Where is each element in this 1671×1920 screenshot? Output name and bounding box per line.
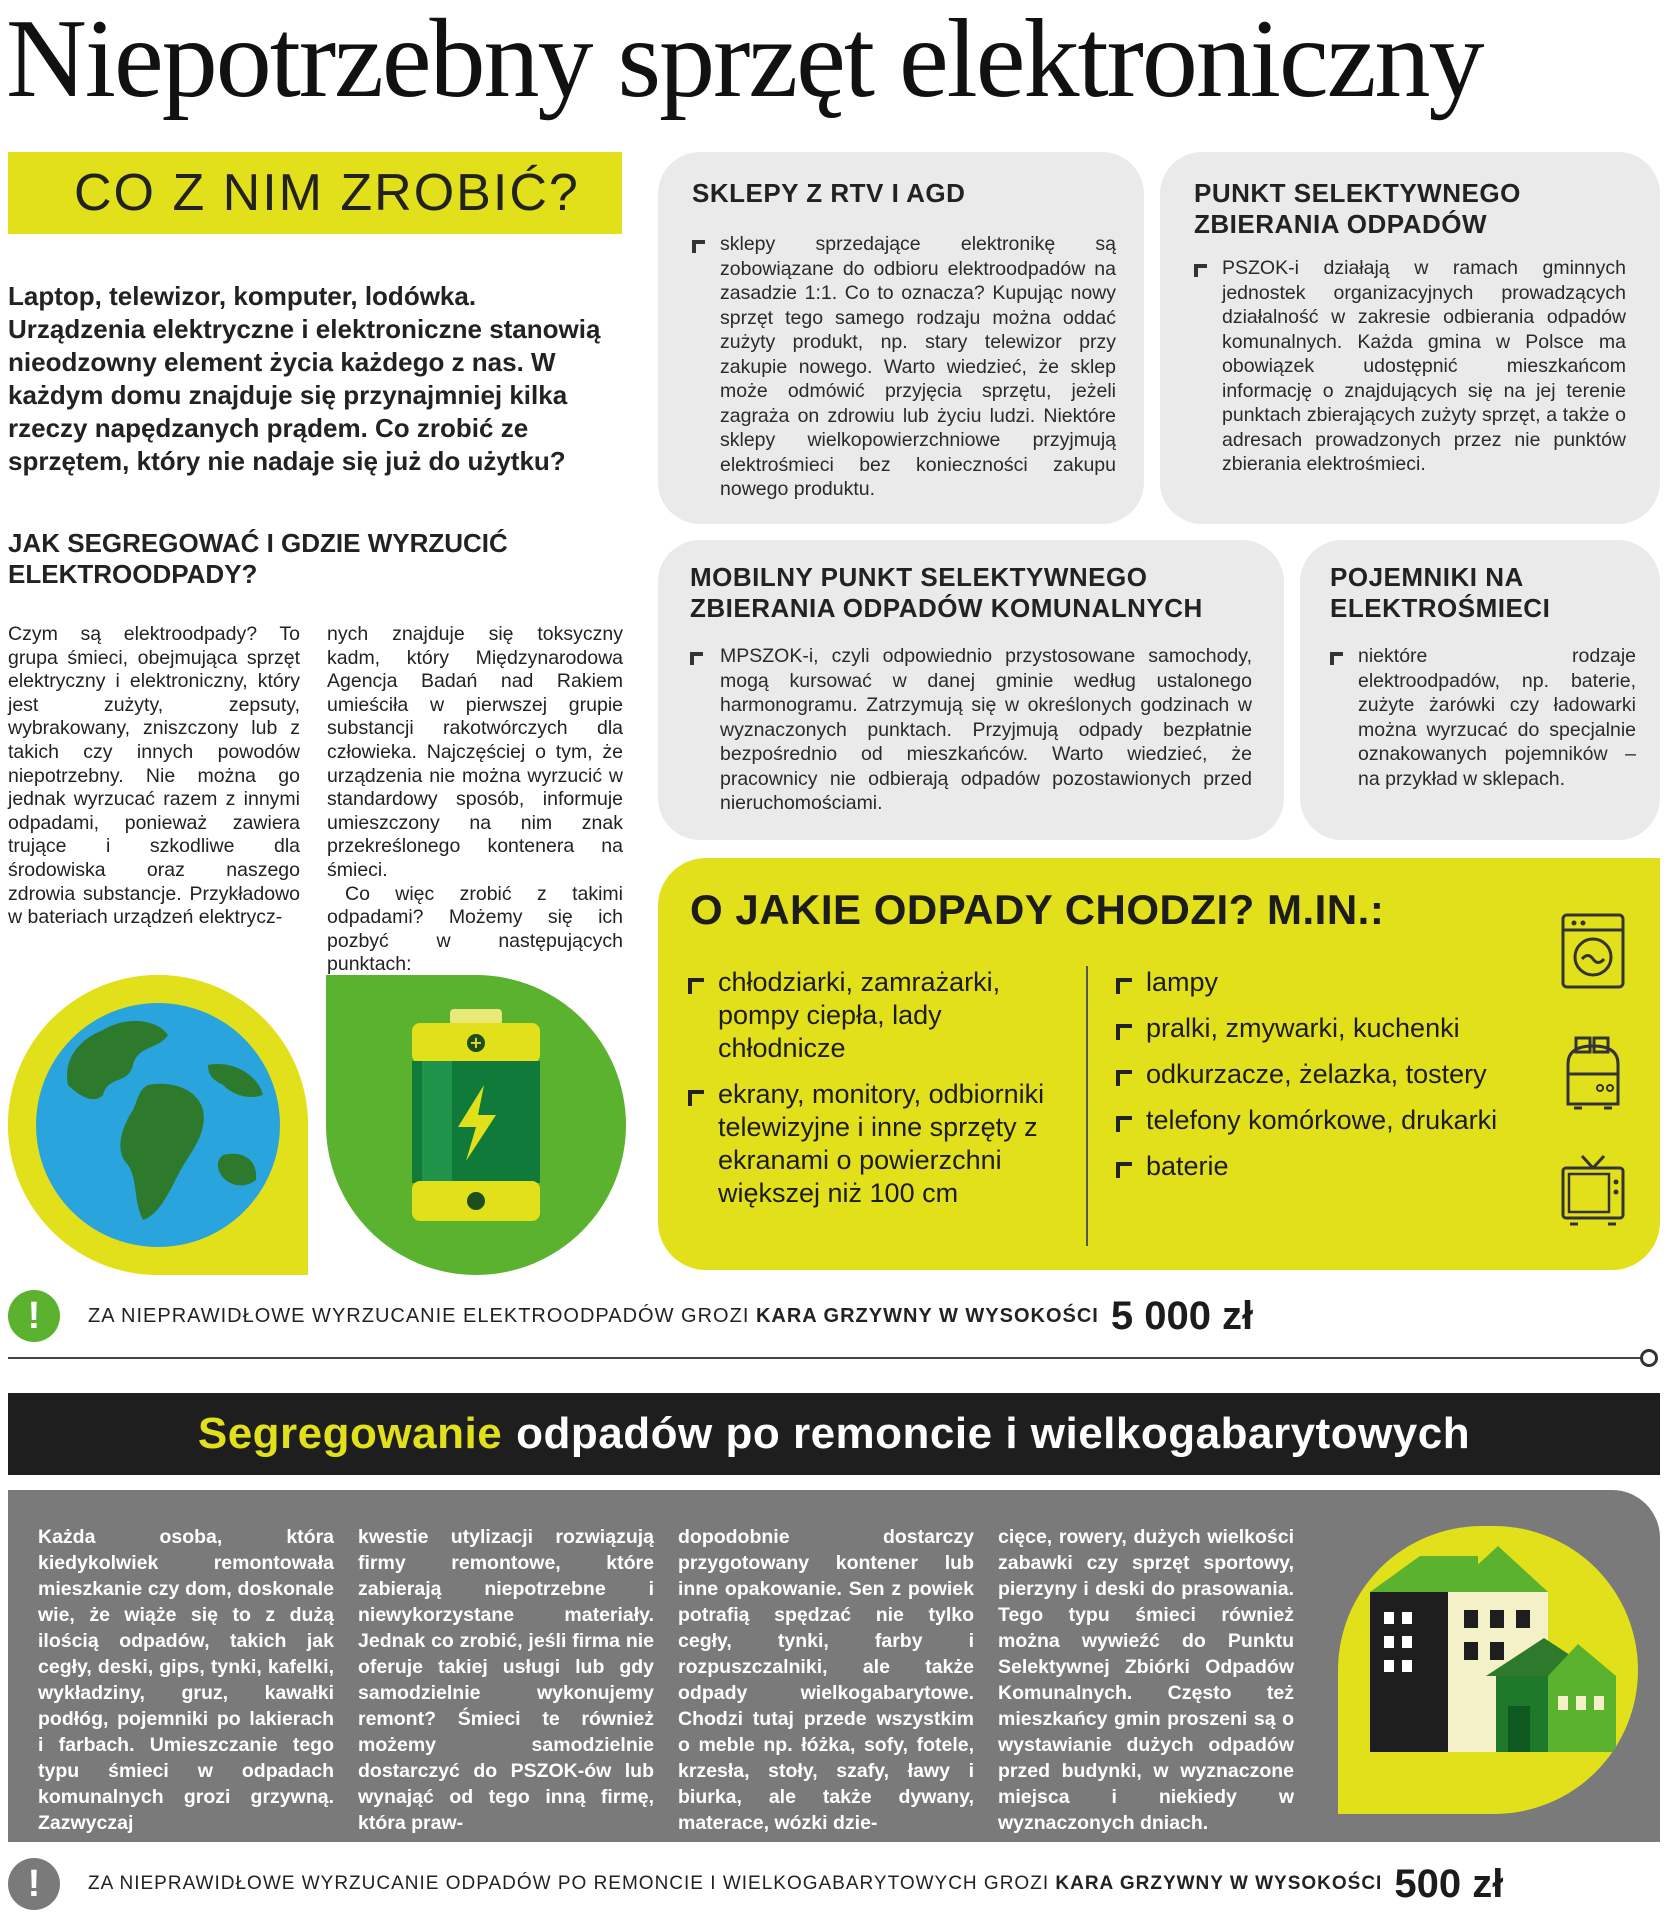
warning-main: ZA NIEPRAWIDŁOWE WYRZUCANIE ODPADÓW PO REMONCIE I WIELKOGABARYTOWYCH GROZI (88, 1873, 1050, 1894)
page-title: Niepotrzebny sprzęt elektroniczny (6, 0, 1483, 121)
waste-list-right (1116, 966, 1516, 1196)
bullet-icon (690, 652, 703, 665)
section2-title (8, 1393, 1660, 1475)
intro-text: Laptop, telewizor, komputer, lodówka. Urządzenia elektryczne i elektroniczne stanowią nieodzowny element życia każdego z nas. W każdym domu znajduje się przynajmniej kilka rzeczy napędzanych prądem. Co zrobić ze sprzętem, który nie nadaje się już do użytku? (8, 281, 601, 476)
card-rtv-agd (658, 152, 1144, 524)
battery-icon (326, 975, 626, 1275)
title-rest: odpadów po remoncie i wielkogabarytowych (516, 1409, 1471, 1458)
card-text: sklepy sprzedające elektronikę są zobowiązane do odbioru elektroodpadów na zasadzie 1:1. Co to oznacza? Kupując nowy sprzęt tego samego rodzaju można oddać zużyty produkt, np. stary telewizor przy zakupie nowego. Warto wiedzieć, że sklep może odmówić przyjęcia sprzętu, jeżeli zagraża on zdrowiu lub życiu ludzi. Niektóre sklepy wielkopowierzchniowe przyjmują elektrośmieci bez konieczności zakupu nowego produktu. (720, 233, 1116, 500)
text-column: kwestie utylizacji rozwiązują firmy remontowe, które zabierają niepotrzebne i niewykorzystane materiały. Jednak co zrobić, jeśli firma nie oferuje takiej usługi lub gdy samodzielnie wykonujemy remont? Śmieci te również możemy samodzielnie dostarczyć do PSZOK-ów lub wynająć od tego inną firmę, która praw- (358, 1526, 654, 1834)
card-pojemniki (1300, 540, 1660, 840)
subheading: JAK SEGREGOWAĆ I GDZIE WYRZUCIĆ ELEKTROODPADY? (8, 528, 508, 589)
card-title: PUNKT SELEKTYWNEGO ZBIERANIA ODPADÓW (1194, 178, 1521, 239)
warning-main: ZA NIEPRAWIDŁOWE WYRZUCANIE ELEKTROODPADÓW GROZI (88, 1304, 750, 1327)
card-text: PSZOK-i działają w ramach gminnych jednostek organizacyjnych prowadzących działalność w zakresie odbierania odpadów komunalnych. Każda gmina w Polsce ma obowiązek udostępnić mieszkańcom informację o znajdujących się na jej terenie punktach zbierających zużyty sprzęt, a także o adresach prowadzonych przez nie punktów zbierania elektrośmieci. (1222, 257, 1626, 475)
fine-amount: 5 000 zł (1110, 1293, 1254, 1338)
globe-illustration (8, 975, 308, 1275)
bullet-icon (1194, 264, 1207, 277)
svg-text:+: + (469, 1033, 483, 1052)
toaster-icon (1560, 1034, 1626, 1112)
card-text: niektóre rodzaje elektroodpadów, np. baterie, zużyte żarówki czy ładowarki można wyrzucać do specjalnie oznakowanych pojemników – na przykład w sklepach. (1358, 645, 1636, 790)
list-item: pralki, zmywarki, kuchenki (1116, 1012, 1516, 1045)
divider-end-dot (1640, 1349, 1658, 1367)
section-divider (8, 1357, 1648, 1359)
fine-warning-electro (8, 1290, 1253, 1342)
waste-types-box (658, 858, 1660, 1270)
list-item: odkurzacze, żelazka, tostery (1116, 1058, 1516, 1091)
warning-text (88, 1305, 1099, 1328)
warning-icon: ! (8, 1858, 60, 1910)
battery-illustration (326, 975, 626, 1275)
title-highlight: Segregowanie (197, 1409, 503, 1458)
houses-illustration (1338, 1526, 1638, 1814)
warning-bold: KARA GRZYWNY W WYSOKOŚCI (755, 1304, 1099, 1327)
paragraph: Czym są elektroodpady? To grupa śmieci, obejmująca sprzęt elektryczny i elektroniczny, który jest zużyty, zepsuty, wybrakowany, zniszczony lub z takich czy innych powodów niepotrzebny. Nie można go jednak wyrzucać razem z innymi odpadami, ponieważ zawiera trujące i szkodliwe dla środowiska oraz naszego zdrowia substancje. Przykładowo w bateriach urządzeń elektrycz- (8, 623, 300, 929)
houses-icon (1338, 1526, 1638, 1814)
warning-icon: ! (8, 1290, 60, 1342)
warning-bold: KARA GRZYWNY W WYSOKOŚCI (1055, 1873, 1383, 1894)
paragraph: nych znajduje się toksyczny kadm, który Międzynarodowa Agencja Badań nad Rakiem umieściła w pierwszej grupie substancji rakotwórczych dla człowieka. Najczęściej o tym, że urządzenia nie można wyrzucić w standardowy sposób, informuje umieszczony na nim znak przekreślonego kontenera na śmieci. (327, 623, 623, 881)
list-item: lampy (1116, 966, 1516, 999)
fine-warning-renovation (8, 1858, 1503, 1910)
card-title: MOBILNY PUNKT SELEKTYWNEGO ZBIERANIA ODPADÓW KOMUNALNYCH (690, 562, 1203, 623)
list-item: telefony komórkowe, drukarki (1116, 1104, 1516, 1137)
warning-text (88, 1873, 1382, 1895)
globe-icon (8, 975, 308, 1275)
bullet-icon (692, 240, 705, 253)
section-banner: CO Z NIM ZROBIĆ? (8, 152, 622, 234)
paragraph: Co więc zrobić z takimi odpadami? Możemy się ich pozbyć w następujących punktach: (327, 882, 623, 976)
washing-machine-icon (1560, 912, 1626, 990)
list-item: ekrany, monitory, odbiorniki telewizyjne i inne sprzęty z ekranami o powierzchni większej niż 100 cm (688, 1078, 1068, 1210)
list-item: chłodziarki, zamrażarki, pompy ciepła, lady chłodnicze (688, 966, 1068, 1065)
tv-icon (1560, 1152, 1626, 1230)
card-text: MPSZOK-i, czyli odpowiednio przystosowane samochody, mogą kursować w danej gminie według ustalonego harmonogramu. Zatrzymują się w określonych godzinach w wyznaczonych punktach. Przyjmują odpady bezpłatnie bezpośrednio od mieszkańców. Warto wiedzieć, że pracownicy nie odbierają odpadów pozostawionych przed nieruchomościami. (720, 645, 1252, 814)
card-mpszok (658, 540, 1284, 840)
card-title: POJEMNIKI NA ELEKTROŚMIECI (1330, 562, 1551, 623)
divider (1086, 966, 1088, 1246)
text-column: Każda osoba, która kiedykolwiek remontowała mieszkanie czy dom, doskonale wie, że wiąże się to z dużą ilością odpadów, takich jak cegły, deski, gips, tynki, kafelki, wykładziny, gruz, kawałki podłóg, pojemniki po lakierach i farbach. Umieszczanie tego typu śmieci w odpadach komunalnych grozi grzywną. Zazwyczaj (38, 1526, 334, 1834)
bullet-icon (1330, 652, 1343, 665)
text-column: dopodobnie dostarczy przygotowany kontener lub inne opakowanie. Sen z powiek potrafią spędzać nie tylko cegły, tynki, farby i rozpuszczalniki, ale także odpady wielkogabarytowe. Chodzi tutaj przede wszystkim o meble np. łóżka, sofy, fotele, krzesła, stoły, szafy, ławy i biurka, ale także dywany, materace, wózki dzie- (678, 1526, 974, 1834)
text-column: cięce, rowery, dużych wielkości zabawki czy sprzęt sportowy, pierzyny i deski do prasowania. Tego typu śmieci również można wywieźć do Punktu Selektywnej Zbiórki Odpadów Komunalnych. Często też mieszkańcy gmin proszeni są o wystawianie dużych odpadów przed budynki, w wyznaczone miejsca i niekiedy w wyznaczonych dniach. (998, 1526, 1294, 1834)
renovation-waste-box (8, 1490, 1660, 1842)
waste-list-left (688, 966, 1068, 1223)
fine-amount: 500 zł (1394, 1861, 1504, 1906)
card-title: SKLEPY Z RTV I AGD (692, 178, 966, 208)
waste-title: O JAKIE ODPADY CHODZI? M.IN.: (690, 886, 1385, 933)
list-item: baterie (1116, 1150, 1516, 1183)
text-column-1 (8, 623, 300, 930)
card-pszok (1160, 152, 1660, 524)
text-column-2 (327, 623, 623, 977)
